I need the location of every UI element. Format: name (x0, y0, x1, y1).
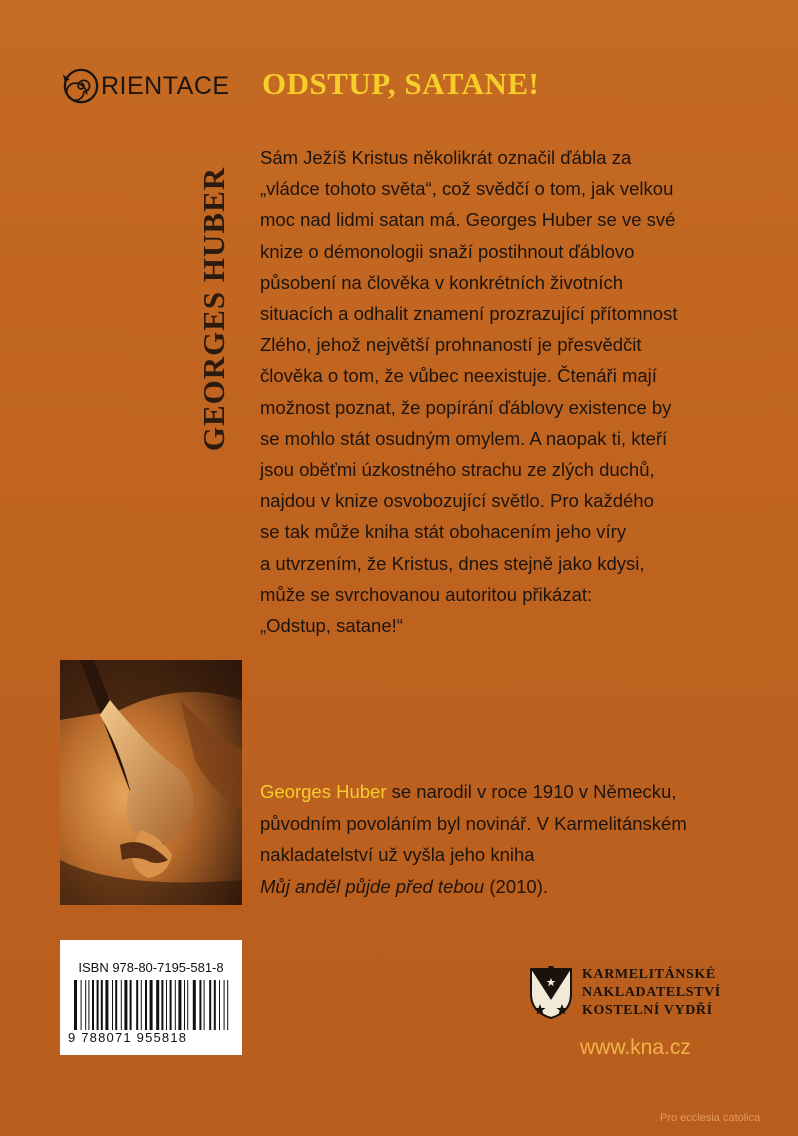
carmelite-crest-icon (528, 966, 574, 1020)
barcode-bar (105, 980, 108, 1030)
blurb-line: možnost poznat, že popírání ďáblovy existence by (260, 396, 672, 418)
barcode-bar (92, 980, 94, 1030)
author-name-vertical: GEORGES HUBER (196, 166, 231, 452)
bio-author-name: Georges Huber (260, 781, 387, 802)
bio-line-3: nakladatelství už vyšla jeho kniha (260, 844, 535, 865)
blurb-line: najdou v knize osvobozující světlo. Pro každého (260, 490, 654, 512)
barcode-bar (214, 980, 216, 1030)
book-title: ODSTUP, SATANE! (262, 66, 540, 101)
barcode-bar (175, 980, 176, 1030)
blurb-line: působení na člověka v konkrétních životních (260, 271, 624, 293)
blurb-line: „Odstup, satane!“ (260, 615, 403, 637)
blurb-line: „vládce tohoto světa“, což svědčí o tom, jak velkou (260, 178, 674, 200)
blurb-line: člověka o tom, že vůbec neexistuje. Čtenáři mají (260, 365, 657, 387)
isbn-barcode (60, 940, 242, 1055)
barcode-bar (112, 980, 113, 1030)
barcode-bar (88, 980, 89, 1030)
barcode-bar (115, 980, 117, 1030)
blurb-line: se tak může kniha stát obohacením jeho víry (260, 521, 627, 543)
barcode-bar (74, 980, 77, 1030)
barcode-bar (136, 980, 138, 1030)
barcode-bar (141, 980, 142, 1030)
blurb-line: moc nad lidmi satan má. Georges Huber se ve své (260, 209, 676, 231)
publisher-line: KARMELITÁNSKÉ (582, 967, 716, 982)
barcode-bar (97, 980, 99, 1030)
barcode-bar (193, 980, 196, 1030)
publisher-line: KOSTELNÍ VYDŘÍ (582, 1003, 713, 1018)
publisher-name (582, 966, 721, 1020)
spiral-o-icon (62, 67, 100, 105)
publisher-line: NAKLADATELSTVÍ (582, 985, 721, 1000)
blurb-line: Zlého, jehož největší prohnaností je přesvědčit (260, 334, 642, 356)
bio-line-1: se narodil v roce 1910 v Německu, (386, 781, 677, 802)
blurb-text (260, 142, 760, 641)
blurb-line: knize o démonologii snaží postihnout ďáblovo (260, 240, 635, 262)
barcode-bar (156, 980, 159, 1030)
barcode-bar (178, 980, 181, 1030)
barcode-bar (219, 980, 220, 1030)
barcode-bar (124, 980, 127, 1030)
publisher-logo (528, 966, 721, 1020)
barcode-bar (204, 980, 205, 1030)
barcode-bar (199, 980, 201, 1030)
barcode-bar (166, 980, 167, 1030)
blurb-line: jsou oběťmi úzkostného strachu ze zlých duchů, (260, 459, 655, 481)
series-name: RIENTACE (101, 71, 230, 100)
publisher-website: www.kna.cz (580, 1036, 691, 1059)
cover-photo-statue (60, 660, 242, 905)
barcode-bar (121, 980, 122, 1030)
barcode-bar (101, 980, 103, 1030)
bio-book-title: Můj anděl půjde před tebou (260, 875, 485, 897)
barcode-bar (209, 980, 211, 1030)
barcode-bar (81, 980, 82, 1030)
bio-line-2: původním povoláním byl novinář. V Karmelitánském (260, 812, 687, 834)
blurb-line: Sám Ježíš Kristus několikrát označil ďábla za (260, 147, 632, 168)
barcode-digits: 9 788071 955818 (68, 1030, 188, 1045)
blurb-line: situacích a odhalit znamení prozrazující přítomnost (260, 303, 678, 325)
series-logo (62, 66, 230, 106)
barcode-bar (130, 980, 132, 1030)
barcode-bar (184, 980, 185, 1030)
barcode-bar (227, 980, 228, 1030)
blurb-line: a utvrzením, že Kristus, dnes stejně jako kdysi, (260, 552, 645, 574)
blurb-line: se mohlo stát osudným omylem. A naopak ti, kteří (260, 427, 668, 449)
isbn-label: ISBN 978-80-7195-581-8 (78, 960, 224, 975)
barcode-bars (74, 980, 230, 1030)
barcode-bar (170, 980, 172, 1030)
barcode-bar (224, 980, 225, 1030)
author-bio (260, 776, 770, 902)
blurb-line: může se svrchovanou autoritou přikázat: (260, 583, 593, 605)
barcode-bar (161, 980, 163, 1030)
barcode-bar (145, 980, 147, 1030)
barcode-bar (150, 980, 153, 1030)
barcode-bar (85, 980, 86, 1030)
watermark-text: Pro ecclesia catolica (660, 1112, 761, 1124)
barcode-bar (187, 980, 188, 1030)
bio-book-year: (2010). (484, 875, 548, 897)
